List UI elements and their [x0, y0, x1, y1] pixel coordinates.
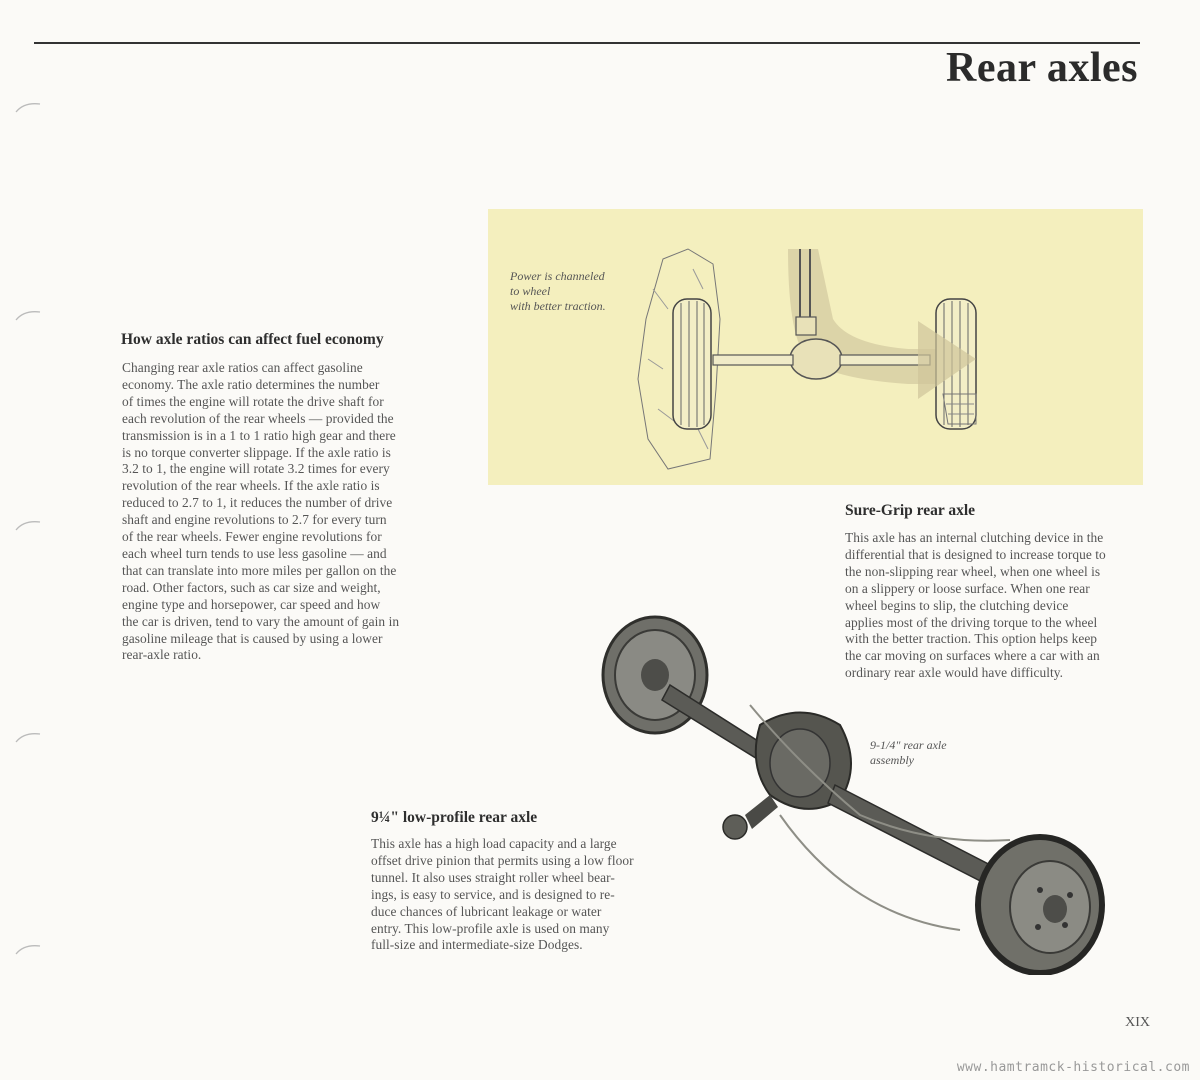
diagram-caption-line: Power is channeled: [510, 269, 605, 283]
page-title: Rear axles: [945, 45, 1138, 91]
photo-caption-line: 9-1/4" rear axle: [870, 738, 947, 752]
diagram-caption-line: to wheel: [510, 284, 551, 298]
suregrip-line: ordinary rear axle would have difficulty.: [845, 665, 1064, 681]
suregrip-diagram: [488, 209, 1143, 485]
photo-caption-line: assembly: [870, 753, 914, 767]
photo-caption: [870, 738, 947, 768]
binder-hole-mark: [14, 940, 42, 960]
ratios-line: shaft and engine revolutions to 2.7 for every turn: [122, 512, 387, 528]
ratios-line: 3.2 to 1, the engine will rotate 3.2 times for every: [122, 461, 390, 477]
ratios-line: the car is driven, tend to vary the amount of gain in: [122, 613, 400, 629]
lowprofile-line: This axle has a high load capacity and a large: [371, 836, 617, 851]
lowprofile-line: duce chances of lubricant leakage or water: [371, 903, 602, 919]
ratios-line: engine type and horsepower, car speed and how: [122, 596, 381, 612]
ratios-line: gasoline mileage that is caused by using a lower: [122, 630, 383, 646]
binder-hole-mark: [14, 728, 42, 748]
ratios-line: each revolution of the rear wheels — provided the: [122, 410, 394, 426]
ratios-line: economy. The axle ratio determines the number: [122, 376, 380, 392]
page-number: XIX: [1125, 1015, 1150, 1030]
ratios-line: transmission is in a 1 to 1 ratio high gear and there: [122, 427, 396, 443]
lowprofile-paragraph: [371, 836, 681, 954]
suregrip-line: the car moving on surfaces where a car with an: [845, 648, 1100, 664]
lowprofile-line: tunnel. It also uses straight roller wheel bear-: [371, 869, 615, 885]
suregrip-line: This axle has an internal clutching device in the: [845, 530, 1104, 545]
ratios-line: Changing rear axle ratios can affect gasoline: [122, 360, 363, 375]
suregrip-line: wheel begins to slip, the clutching device: [845, 597, 1069, 613]
diagram-caption-line: with better traction.: [510, 299, 606, 313]
ratios-line: of the rear wheels. Fewer engine revolutions for: [122, 529, 382, 545]
ratios-line: road. Other factors, such as car size and weight,: [122, 579, 381, 595]
lowprofile-line: full-size and intermediate-size Dodges.: [371, 937, 583, 953]
suregrip-heading: Sure-Grip rear axle: [845, 502, 976, 519]
ratios-line: each wheel turn tends to use less gasoline — and: [122, 545, 387, 561]
watermark: www.hamtramck-historical.com: [956, 1060, 1190, 1075]
ratios-line: revolution of the rear wheels. If the axle ratio is: [122, 478, 380, 494]
suregrip-line: the non-slipping rear wheel, when one wheel is: [845, 563, 1101, 579]
ratios-line: reduced to 2.7 to 1, it reduces the number of drive: [122, 495, 393, 511]
binder-hole-mark: [14, 98, 42, 118]
ratios-line: of times the engine will rotate the drive shaft for: [122, 393, 384, 409]
axle-traction-illustration: [488, 209, 1143, 485]
suregrip-line: with the better traction. This option helps keep: [845, 631, 1098, 647]
ratios-paragraph: [122, 360, 452, 664]
lowprofile-line: ings, is easy to service, and is designed to re-: [371, 886, 615, 902]
lowprofile-heading: 9¼" low-profile rear axle: [371, 809, 538, 826]
suregrip-line: applies most of the driving torque to the wheel: [845, 614, 1098, 630]
binder-hole-mark: [14, 516, 42, 536]
suregrip-line: on a slippery or loose surface. When one rear: [845, 580, 1090, 596]
binder-hole-mark: [14, 306, 42, 326]
ratios-line: rear-axle ratio.: [122, 647, 202, 663]
ratios-heading: How axle ratios can affect fuel economy: [121, 331, 384, 348]
lowprofile-line: offset drive pinion that permits using a low floor: [371, 852, 634, 868]
lowprofile-line: entry. This low-profile axle is used on many: [371, 920, 610, 936]
ratios-line: is no torque converter slippage. If the axle ratio is: [122, 444, 391, 460]
ratios-line: that can translate into more miles per gallon on the: [122, 562, 397, 578]
suregrip-line: differential that is designed to increase torque to: [845, 546, 1106, 562]
